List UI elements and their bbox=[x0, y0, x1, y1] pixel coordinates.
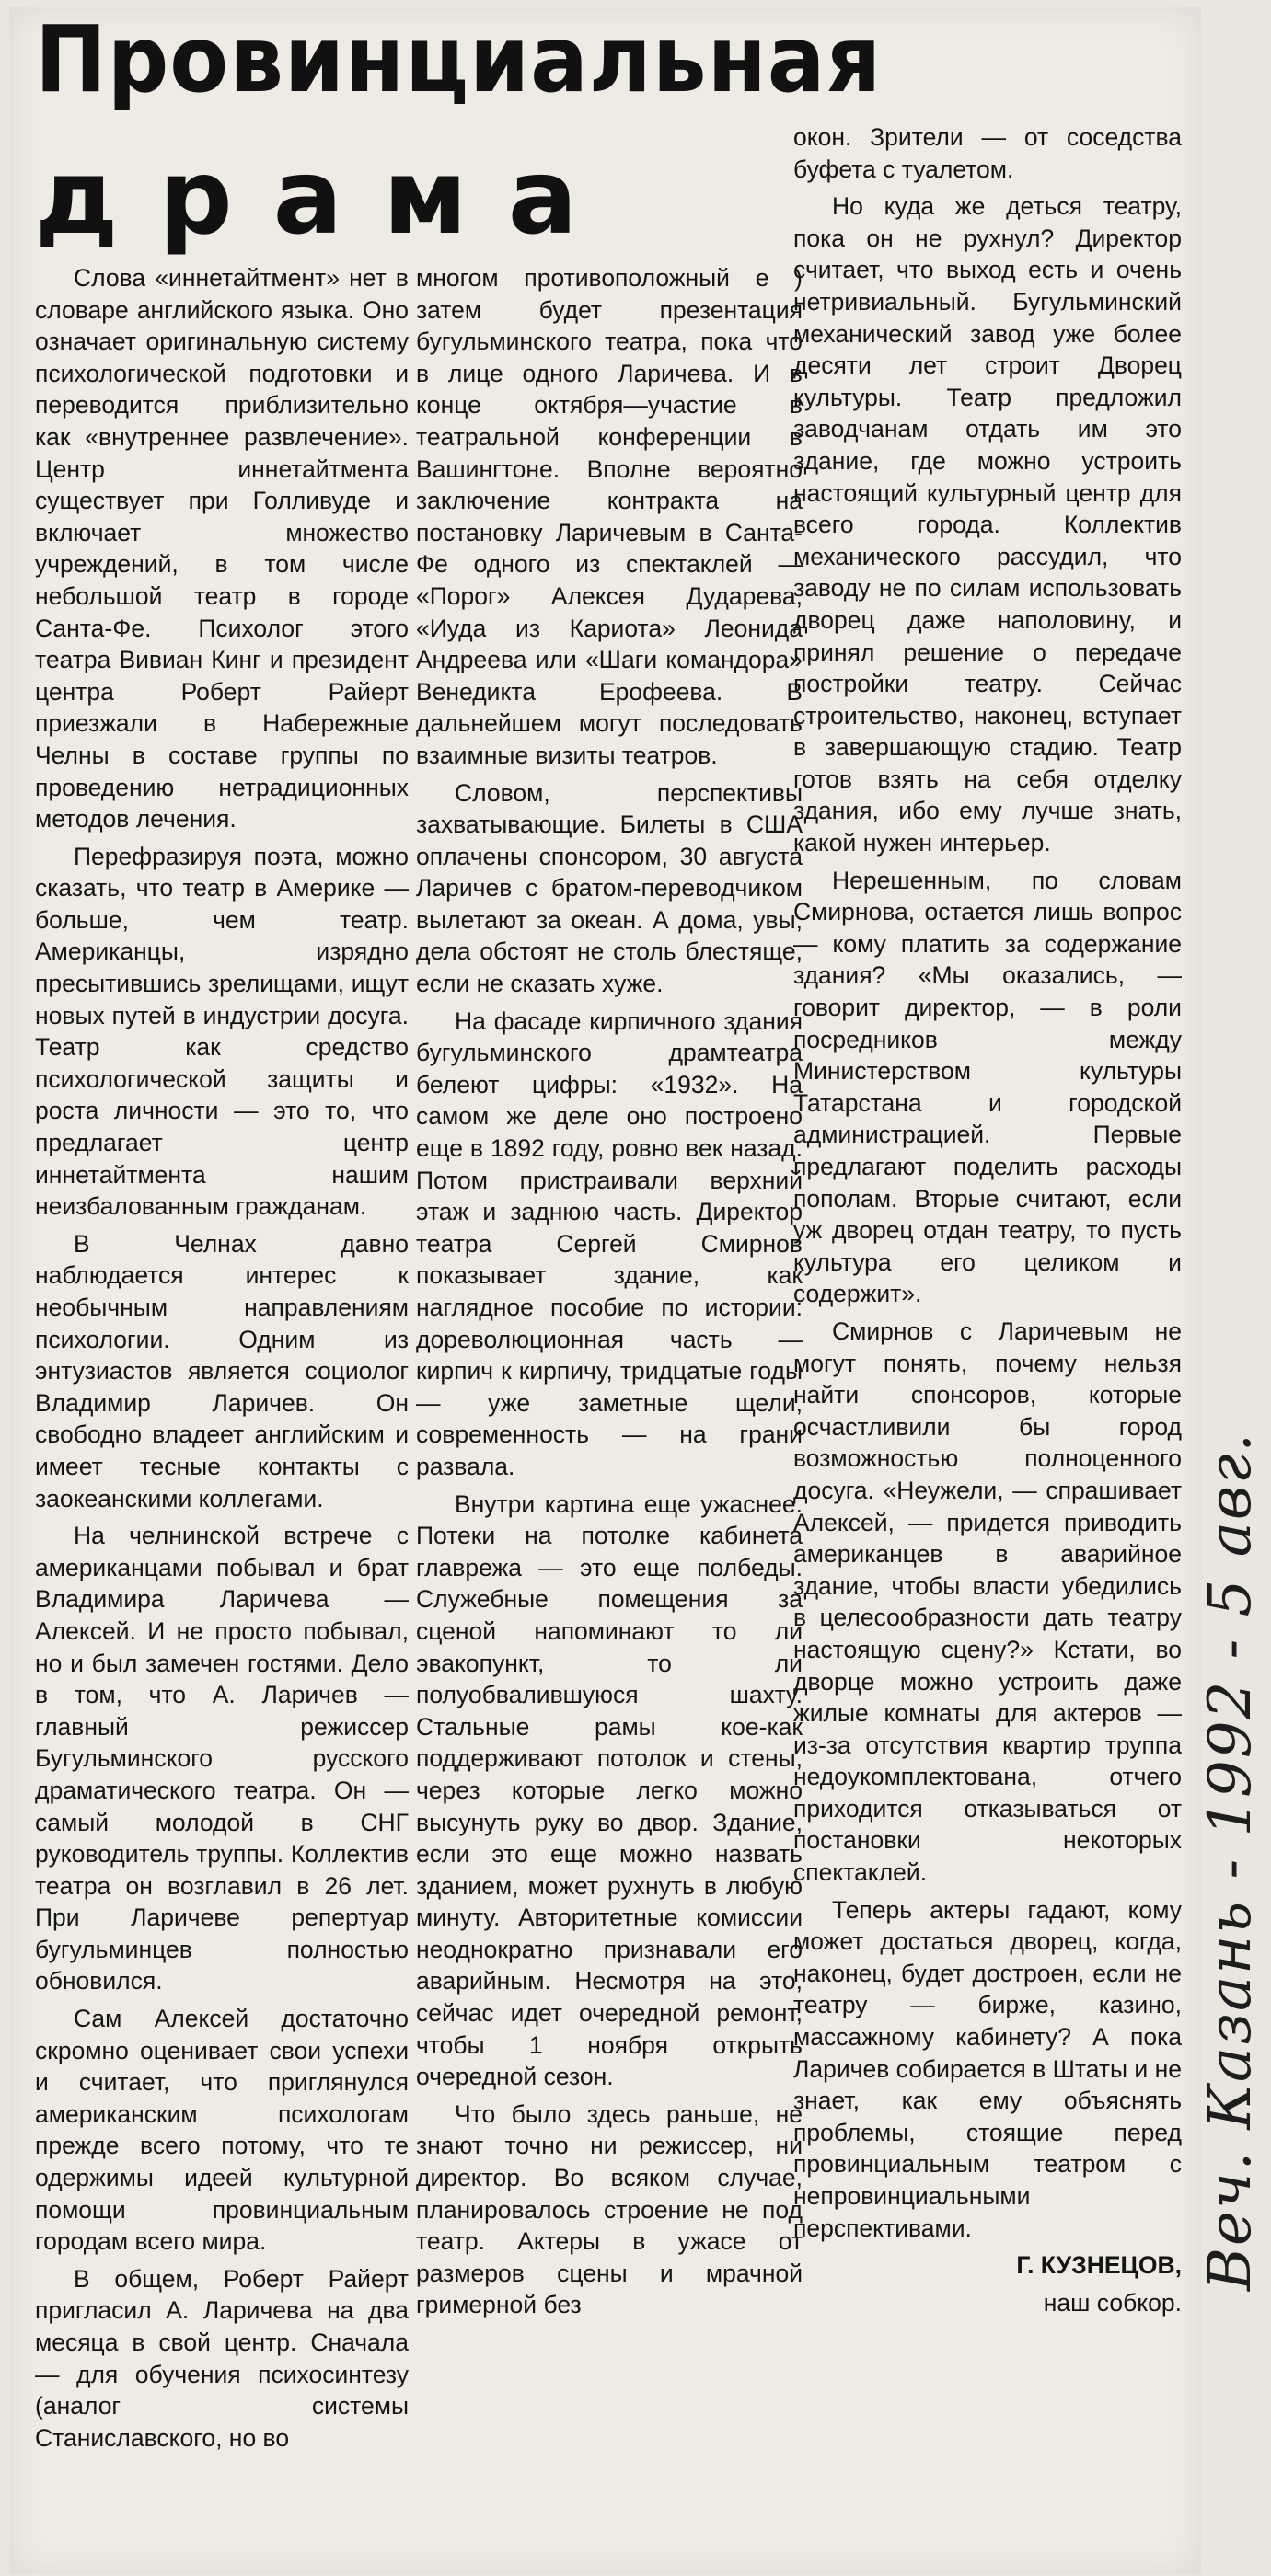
handwritten-source-note: Веч. Казань - 1992 - 5 авг. bbox=[1196, 1432, 1265, 2291]
paragraph: окон. Зрители — от соседства буфета с туалетом. bbox=[793, 123, 1182, 183]
headline-line-2: драма bbox=[35, 138, 618, 258]
headline-line-1: Провинциальная bbox=[35, 6, 883, 113]
article-column-1 bbox=[35, 262, 409, 2567]
paragraph: многом противоположный е ) затем будет презентация бугульминского театра, пока что в лице одного Ларичева. И в конце октября—участие в театральной конференции в Вашингтоне. Вполне вероятно заключение контракта на постановку Ларичевым в Санта-Фе одного из спектаклей — «Порог» Алексея Дударева, «Иуда из Кариота» Леонида Андреева или «Шаги командора» Венедикта Ерофеева. В дальнейшем могут последовать взаимные визиты театров. bbox=[416, 264, 803, 769]
paragraph: Внутри картина еще ужаснее. Потеки на потолке кабинета главрежа — это еще полбеды. Служебные помещения за сценой напоминают то ли эвакопункт, то ли полуобвалившуюся шахту. Стальные рамы кое-как поддерживают потолок и стены, через которые легко можно высунуть руку во двор. Здание, если это еще можно назвать зданием, может рухнуть в любую минуту. Авторитетные комиссии неоднократно признавали его аварийным. Несмотря на это, сейчас идет очередной ремонт, чтобы 1 ноября открыть очередной сезон. bbox=[416, 1489, 803, 2091]
article-column-2 bbox=[416, 262, 803, 2567]
paragraph: Теперь актеры гадают, кому может достаться дворец, когда, наконец, будет достроен, если не театру — бирже, казино, массажному кабинету? А пока Ларичев собирается в Штаты и не знает, как ему объяснять проблемы, стоящие перед провинциальным театром с непровинциальными перспективами. bbox=[793, 1895, 1182, 2242]
paragraph: Но куда же деться театру, пока он не рухнул? Директор считает, что выход есть и очень нетривиальный. Бугульминский механический завод уже более десяти лет строит Дворец культуры. Театр предложил заводчанам отдать им это здание, где можно устроить настоящий культурный центр для всего города. Коллектив механического рассудил, что заводу не по силам использовать дворец даже наполовину, и принял решение о передаче постройки театру. Сейчас строительство, наконец, вступает в завершающую стадию. Театр готов взять на себя отделку здания, ибо ему лучше знать, какой нужен интерьер. bbox=[793, 192, 1182, 857]
paragraph: Сам Алексей достаточно скромно оценивает свои успехи и считает, что приглянулся американским психологам прежде всего потому, что те одержимы идеей культурной помощи провинциальным городам всего мира. bbox=[35, 2005, 409, 2256]
paragraph: В общем, Роберт Райерт пригласил А. Ларичева на два месяца в свой центр. Сначала — для обучения психосинтезу (аналог системы Станиславского, но во bbox=[35, 2264, 409, 2452]
paragraph: Смирнов с Ларичевым не могут понять, почему нельзя найти спонсоров, которые осчастливили бы город возможностью полноценного досуга. «Неужели, — спрашивает Алексей, — придется приводить американцев в аварийное здание, чтобы власти убедились в целесообразности дать театру настоящую сцену?» Кстати, во дворце можно устроить даже жилые комнаты для актеров — из-за отсутствия квартир труппа недоукомплектована, отчего приходится отказываться от постановки некоторых спектаклей. bbox=[793, 1317, 1182, 1887]
paragraph: Слова «иннетайтмент» нет в словаре английского языка. Оно означает оригинальную систему психологической подготовки и переводится приблизительно как «внутреннее развлечение». Центр иннетайтмента существует при Голливуде и включает множество учреждений, в том числе небольшой театр в городе Санта-Фе. Психолог этого театра Вивиан Кинг и президент центра Роберт Райерт приезжали в Набережные Челны в составе группы по проведению нетрадиционных методов лечения. bbox=[35, 264, 409, 834]
paragraph: Что было здесь раньше, не знают точно ни режиссер, ни директор. Во всяком случае, планировалось строение не под театр. Актеры в ужасе от размеров сцены и мрачной гримерной без bbox=[416, 2099, 803, 2319]
author-role: наш собкор. bbox=[1043, 2288, 1182, 2317]
author-byline: Г. КУЗНЕЦОВ, bbox=[1016, 2251, 1182, 2280]
paragraph: На фасаде кирпичного здания бугульминского драмтеатра белеют цифры: «1932». На самом же деле оно построено еще в 1892 году, ровно век назад. Потом пристраивали верхний этаж и заднюю часть. Директор театра Сергей Смирнов показывает здание, как наглядное пособие по истории: дореволюционная часть — кирпич к кирпичу, тридцатые годы — уже заметные щели, современность — на грани развала. bbox=[416, 1006, 803, 1480]
paragraph: На челнинской встрече с американцами побывал и брат Владимира Ларичева — Алексей. И не просто побывал, но и был замечен гостями. Дело в том, что А. Ларичев — главный режиссер Бугульминского русского драматического театра. Он — самый молодой в СНГ руководитель труппы. Коллектив театра он возглавил в 26 лет. При Ларичеве репертуар бугульминцев полностью обновился. bbox=[35, 1522, 409, 1995]
paragraph: Нерешенным, по словам Смирнова, остается лишь вопрос — кому платить за содержание здания? «Мы оказались, — говорит директор, — в роли посредников между Министерством культуры Татарстана и городской администрацией. Первые предлагают поделить расходы пополам. Вторые считают, если уж дворец отдан театру, то пусть культура его целиком и содержит». bbox=[793, 866, 1182, 1308]
paragraph: В Челнах давно наблюдается интерес к необычным направлениям психологии. Одним из энтузиастов является социолог Владимир Ларичев. Он свободно владеет английским и имеет тесные контакты с заокеанскими коллегами. bbox=[35, 1229, 409, 1512]
paragraph: Перефразируя поэта, можно сказать, что театр в Америке — больше, чем театр. Американцы, изрядно пресытившись зрелищами, ищут новых путей в индустрии досуга. Театр как средство психологической защиты и роста личности — это то, что предлагает центр иннетайтмента нашим неизбалованным гражданам. bbox=[35, 842, 409, 1221]
article-column-3 bbox=[793, 121, 1182, 2569]
paragraph: Словом, перспективы захватывающие. Билеты в США оплачены спонсором, 30 августа Ларичев с братом-переводчиком вылетают за океан. А дома, увы, дела обстоят не столь блестяще, если не сказать хуже. bbox=[416, 778, 803, 998]
